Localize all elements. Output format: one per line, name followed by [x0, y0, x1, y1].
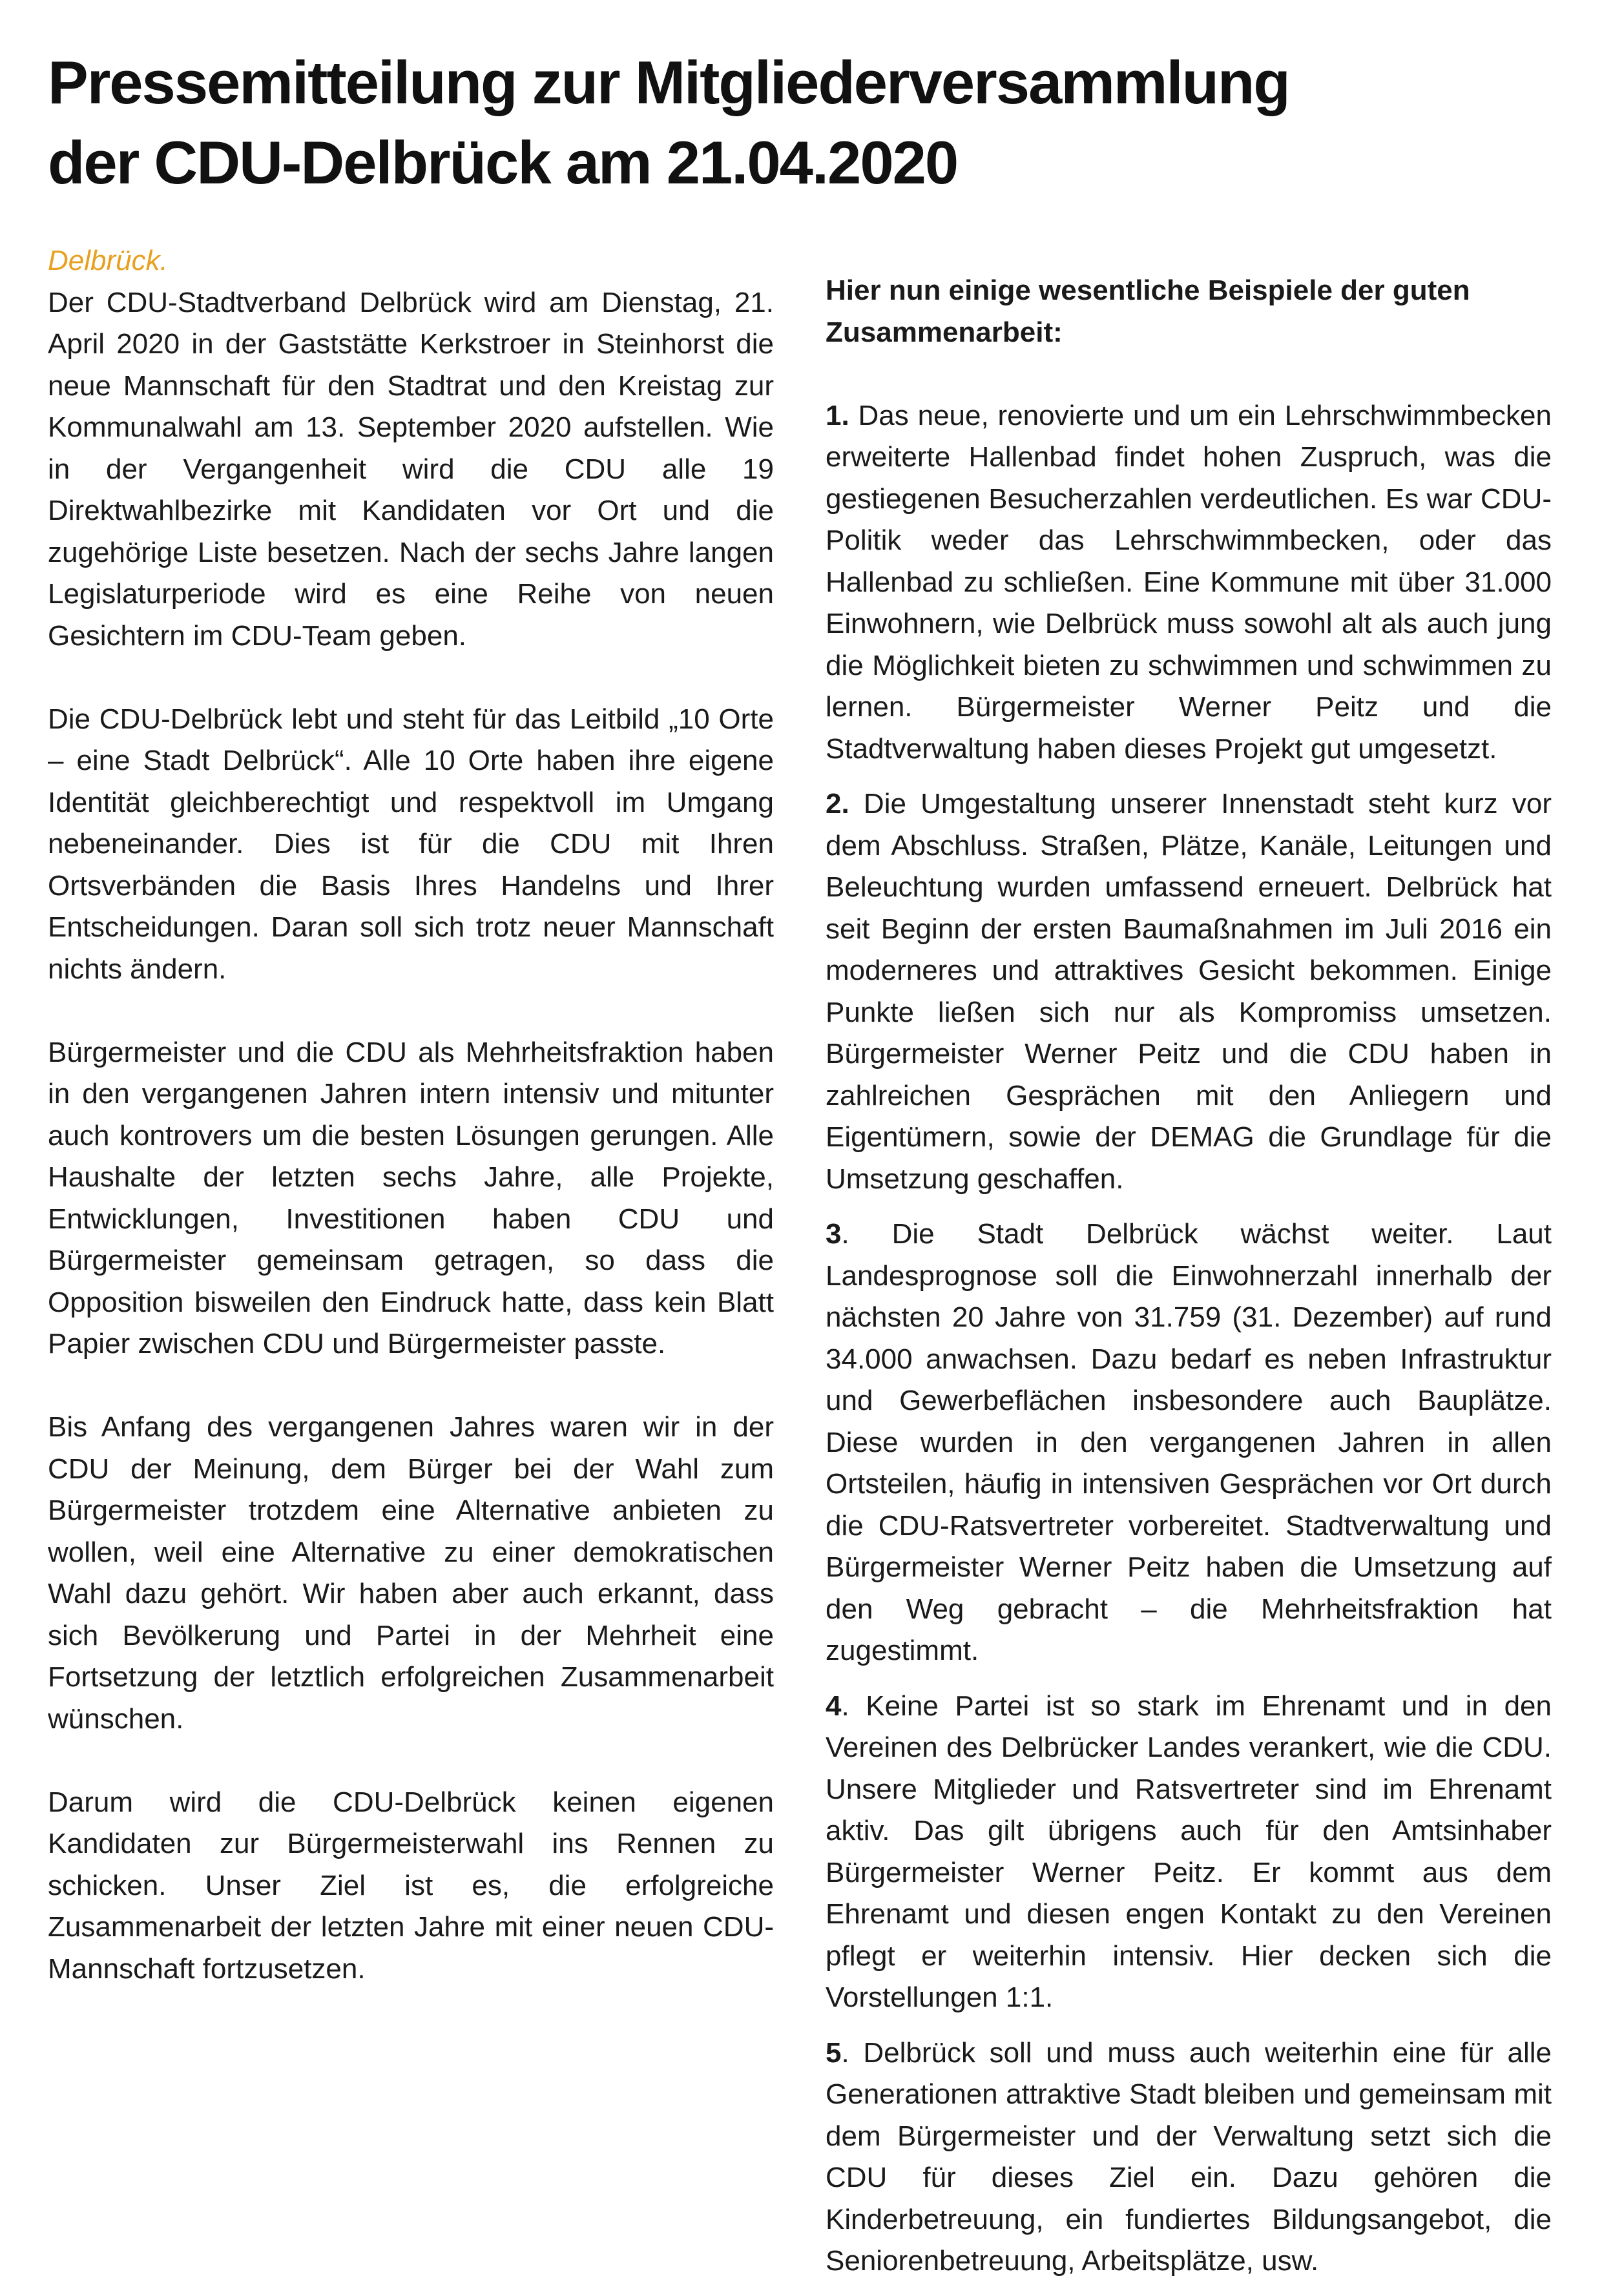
example-number: 4: [826, 1690, 842, 1722]
paragraph-mehrheitsfraktion: Bürgermeister und die CDU als Mehrheitsfraktion haben in den vergangenen Jahren intern intensiv und mitunter auch kontrovers um die besten Lösungen gerungen. Alle Haushalte der letzten sechs Jahre, alle Projekte, Entwicklungen, Investitionen haben CDU und Bürgermeister gemeinsam getragen, so dass die Opposition bisweilen den Eindruck hatte, dass kein Blatt Papier zwischen CDU und Bürgermeister passte.: [48, 1036, 774, 1360]
example-number: 5: [826, 2036, 842, 2069]
example-text: Die Umgestaltung unserer Innenstadt steht kurz vor dem Abschluss. Straßen, Plätze, Kanäle, Leitungen und Beleuchtung wurden umfassend erneuert. Delbrück hat seit Beginn der ersten Baumaßnahmen im Juli 2016 ein moderneres und attraktives Gesicht bekommen. Einige Punkte ließen sich nur als Kompromiss umsetzen. Bürgermeister Werner Peitz und die CDU haben in zahlreichen Gesprächen mit den Anliegern und Eigentümern, sowie der DEMAG die Grundlage für die Umsetzung geschaffen.: [826, 788, 1552, 1195]
left-column: [48, 240, 774, 2032]
paragraph-alternative: Bis Anfang des vergangenen Jahres waren wir in der CDU der Meinung, dem Bürger bei der Wahl zum Bürgermeister trotzdem eine Alternative anbieten zu wollen, weil eine Alternative zu einer demokratischen Wahl dazu gehört. Wir haben aber auch erkannt, dass sich Bevölkerung und Partei in der Mehrheit eine Fortsetzung der letztlich erfolgreichen Zusammenarbeit wünschen.: [48, 1411, 774, 1735]
example-item-2: [826, 783, 1552, 1200]
example-item-3: [826, 1214, 1552, 1672]
paragraph-leitbild: Die CDU-Delbrück lebt und steht für das Leitbild „10 Orte – eine Stadt Delbrück“. Alle 10 Orte haben ihre eigene Identität gleichberechtigt und respektvoll im Umgang nebeneinander. Dies ist für die CDU mit Ihren Ortsverbänden die Basis Ihres Handelns und Ihrer Entscheidungen. Daran soll sich trotz neuer Mannschaft nichts ändern.: [48, 703, 774, 985]
title-line-2: der CDU-Delbrück am 21.04.2020: [48, 129, 958, 196]
example-text: . Delbrück soll und muss auch weiterhin eine für alle Generationen attraktive Stadt bleiben und gemeinsam mit dem Bürgermeister und der Verwaltung setzt sich die CDU für dieses Ziel ein. Dazu gehören die Kinderbetreuung, ein fundiertes Bildungsangebot, die Seniorenbetreuung, Arbeitsplätze, usw.: [826, 2036, 1552, 2277]
example-item-5: [826, 2032, 1552, 2282]
title-line-1: Pressemitteilung zur Mitgliederversammlung: [48, 48, 1289, 116]
example-item-1: [826, 395, 1552, 771]
example-text: . Keine Partei ist so stark im Ehrenamt und in den Vereinen des Delbrücker Landes verankert, wie die CDU. Unsere Mitglieder und Ratsvertreter sind im Ehrenamt aktiv. Das gilt übrigens auch für den Amtsinhaber Bürgermeister Werner Peitz. Er kommt aus dem Ehrenamt und diesen engen Kontakt zu den Vereinen pflegt er weiterhin intensiv. Hier decken sich die Vorstellungen 1:1.: [826, 1690, 1552, 2013]
right-column: [826, 270, 1552, 2296]
paragraph-conclusion: Darum wird die CDU-Delbrück keinen eigenen Kandidaten zur Bürgermeisterwahl ins Rennen zu schicken. Unser Ziel ist es, die erfolgreiche Zusammenarbeit der letzten Jahre mit einer neuen CDU-Mannschaft fortzusetzen.: [48, 1786, 774, 1985]
page-title: [48, 43, 1553, 203]
examples-heading: Hier nun einige wesentliche Beispiele der guten Zusammenarbeit:: [826, 274, 1470, 348]
dateline: Delbrück.: [48, 245, 168, 276]
example-number: 3: [826, 1218, 842, 1250]
example-number: 2.: [826, 788, 849, 820]
example-item-4: [826, 1686, 1552, 2019]
example-text: Das neue, renovierte und um ein Lehrschwimmbecken erweiterte Hallenbad findet hohen Zuspruch, was die gestiegenen Besucherzahlen verdeutlichen. Es war CDU-Politik weder das Lehrschwimmbecken, oder das Hallenbad zu schließen. Eine Kommune mit über 31.000 Einwohnern, wie Delbrück muss sowohl alt als auch jung die Möglichkeit bieten zu schwimmen und schwimmen zu lernen. Bürgermeister Werner Peitz und die Stadtverwaltung haben dieses Projekt gut umgesetzt.: [826, 399, 1552, 765]
paragraph-intro: Der CDU-Stadtverband Delbrück wird am Dienstag, 21. April 2020 in der Gaststätte Kerkstroer in Steinhorst die neue Mannschaft für den Stadtrat und den Kreistag zur Kommunalwahl am 13. September 2020 aufstellen. Wie in der Vergangenheit wird die CDU alle 19 Direktwahlbezirke mit Kandidaten vor Ort und die zugehörige Liste besetzen. Nach der sechs Jahre langen Legislaturperiode wird es eine Reihe von neuen Gesichtern im CDU-Team geben.: [48, 286, 774, 652]
example-number: 1.: [826, 399, 849, 431]
example-text: . Die Stadt Delbrück wächst weiter. Laut Landesprognose soll die Einwohnerzahl innerhalb der nächsten 20 Jahre von 31.759 (31. Dezember) auf rund 34.000 anwachsen. Dazu bedarf es neben Infrastruktur und Gewerbeflächen insbesondere auch Bauplätze. Diese wurden in den vergangenen Jahren in allen Ortsteilen, häufig in intensiven Gesprächen vor Ort durch die CDU-Ratsvertreter vorbereitet. Stadtverwaltung und Bürgermeister Werner Peitz haben die Umsetzung auf den Weg gebracht – die Mehrheitsfraktion hat zugestimmt.: [826, 1218, 1552, 1666]
